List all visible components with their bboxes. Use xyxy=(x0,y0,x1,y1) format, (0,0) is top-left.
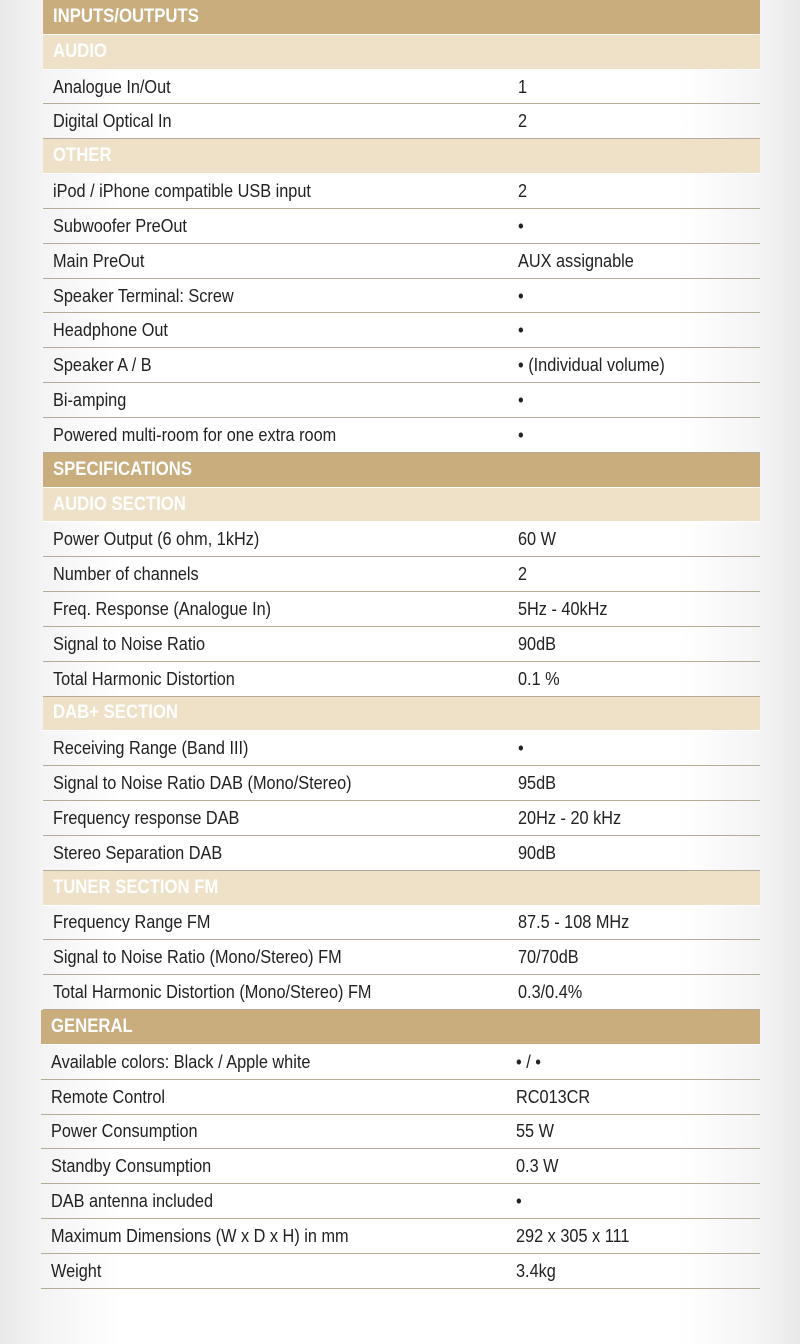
spec-label: Frequency Range FM xyxy=(53,911,211,933)
spec-row-freq-response xyxy=(43,592,760,627)
spec-row-digital-optical-in xyxy=(43,104,760,139)
spec-row-speaker-terminal xyxy=(43,279,760,314)
spec-value: 0.3 W xyxy=(516,1155,559,1177)
spec-label: Speaker A / B xyxy=(53,354,152,376)
spec-table xyxy=(43,0,760,1289)
spec-label: DAB antenna included xyxy=(51,1190,214,1212)
spec-value: 2 xyxy=(518,563,528,585)
subsection-title: TUNER SECTION FM xyxy=(53,876,219,898)
spec-label: Maximum Dimensions (W x D x H) in mm xyxy=(51,1224,349,1246)
spec-value: • xyxy=(518,284,524,306)
spec-value: 87.5 - 108 MHz xyxy=(518,911,630,933)
spec-value: • xyxy=(518,214,524,236)
spec-value: 90dB xyxy=(518,841,557,863)
spec-value: • xyxy=(518,423,524,445)
spec-value: • / • xyxy=(516,1050,541,1072)
spec-value: 0.1 % xyxy=(518,667,560,689)
spec-row-usb-input xyxy=(43,174,760,209)
spec-row-bi-amping xyxy=(43,383,760,418)
spec-value: 1 xyxy=(518,75,528,97)
spec-label: Total Harmonic Distortion (Mono/Stereo) FM xyxy=(53,981,372,1003)
spec-value: 0.3/0.4% xyxy=(518,981,583,1003)
spec-value: • (Individual volume) xyxy=(518,354,665,376)
spec-label: Standby Consumption xyxy=(51,1155,212,1177)
spec-label: Subwoofer PreOut xyxy=(53,214,187,236)
spec-row-snr xyxy=(43,627,760,662)
spec-row-power-output xyxy=(43,522,760,557)
subsection-header-dab-section xyxy=(43,697,760,732)
spec-row-analogue-in-out xyxy=(43,70,760,105)
spec-row-main-preout xyxy=(43,244,760,279)
spec-label: Remote Control xyxy=(51,1085,166,1107)
spec-label: Weight xyxy=(51,1259,102,1281)
spec-label: Main PreOut xyxy=(53,249,145,271)
spec-label: Frequency response DAB xyxy=(53,806,240,828)
spec-row-number-of-channels xyxy=(43,557,760,592)
spec-label: Number of channels xyxy=(53,563,199,585)
spec-label: Signal to Noise Ratio (Mono/Stereo) FM xyxy=(53,946,342,968)
spec-row-receiving-range xyxy=(43,731,760,766)
spec-row-stereo-separation-dab xyxy=(43,836,760,871)
spec-label: Analogue In/Out xyxy=(53,75,171,97)
spec-label: Power Consumption xyxy=(51,1120,198,1142)
subsection-title: DAB+ SECTION xyxy=(53,702,178,724)
section-header-specifications xyxy=(43,453,760,488)
spec-row-dab-antenna xyxy=(41,1184,760,1219)
spec-row-remote-control xyxy=(41,1080,760,1115)
spec-label: Bi-amping xyxy=(53,389,127,411)
spec-row-multi-room xyxy=(43,418,760,453)
spec-row-speaker-a-b xyxy=(43,348,760,383)
spec-label: Stereo Separation DAB xyxy=(53,841,223,863)
spec-value: 2 xyxy=(518,110,528,132)
spec-row-snr-dab xyxy=(43,766,760,801)
spec-row-thd xyxy=(43,662,760,697)
subsection-title: OTHER xyxy=(53,145,112,167)
spec-value: 90dB xyxy=(518,632,557,654)
spec-value: RC013CR xyxy=(516,1085,591,1107)
spec-value: • xyxy=(518,389,524,411)
spec-row-weight xyxy=(41,1254,760,1289)
section-title: INPUTS/OUTPUTS xyxy=(53,5,199,27)
spec-value: 95dB xyxy=(518,772,557,794)
spec-value: 292 x 305 x 111 xyxy=(516,1224,630,1246)
spec-value: • xyxy=(516,1190,522,1212)
spec-label: Signal to Noise Ratio xyxy=(53,632,206,654)
spec-value: 20Hz - 20 kHz xyxy=(518,806,622,828)
section-header-inputs-outputs xyxy=(43,0,760,35)
spec-row-frequency-response-dab xyxy=(43,801,760,836)
subsection-header-audio xyxy=(43,35,760,70)
spec-row-frequency-range-fm xyxy=(43,906,760,941)
spec-row-subwoofer-preout xyxy=(43,209,760,244)
spec-row-thd-fm xyxy=(43,975,760,1010)
spec-value: 5Hz - 40kHz xyxy=(518,597,608,619)
general-block xyxy=(41,1010,760,1289)
spec-value: 70/70dB xyxy=(518,946,579,968)
spec-row-maximum-dimensions xyxy=(41,1219,760,1254)
spec-value: • xyxy=(518,319,524,341)
spec-label: Digital Optical In xyxy=(53,110,172,132)
spec-row-snr-fm xyxy=(43,940,760,975)
spec-value: 60 W xyxy=(518,528,557,550)
spec-label: Available colors: Black / Apple white xyxy=(51,1050,311,1072)
section-title: GENERAL xyxy=(51,1015,133,1037)
subsection-header-tuner-section xyxy=(43,871,760,906)
spec-label: Freq. Response (Analogue In) xyxy=(53,597,272,619)
spec-label: Power Output (6 ohm, 1kHz) xyxy=(53,528,260,550)
spec-value: 2 xyxy=(518,180,528,202)
spec-label: Speaker Terminal: Screw xyxy=(53,284,234,306)
spec-label: Powered multi-room for one extra room xyxy=(53,423,337,445)
spec-value: 55 W xyxy=(516,1120,555,1142)
spec-row-available-colors xyxy=(41,1045,760,1080)
spec-label: Headphone Out xyxy=(53,319,168,341)
section-header-general xyxy=(41,1010,760,1045)
spec-label: iPod / iPhone compatible USB input xyxy=(53,180,311,202)
spec-label: Total Harmonic Distortion xyxy=(53,667,235,689)
spec-value: 3.4kg xyxy=(516,1259,556,1281)
spec-row-standby-consumption xyxy=(41,1149,760,1184)
spec-label: Receiving Range (Band III) xyxy=(53,737,249,759)
spec-value: • xyxy=(518,737,524,759)
spec-label: Signal to Noise Ratio DAB (Mono/Stereo) xyxy=(53,772,352,794)
subsection-title: AUDIO xyxy=(53,40,107,62)
section-title: SPECIFICATIONS xyxy=(53,458,193,480)
spec-value: AUX assignable xyxy=(518,249,634,271)
subsection-title: AUDIO SECTION xyxy=(53,493,186,515)
spec-row-power-consumption xyxy=(41,1115,760,1150)
spec-row-headphone-out xyxy=(43,313,760,348)
subsection-header-audio-section xyxy=(43,488,760,523)
subsection-header-other xyxy=(43,139,760,174)
